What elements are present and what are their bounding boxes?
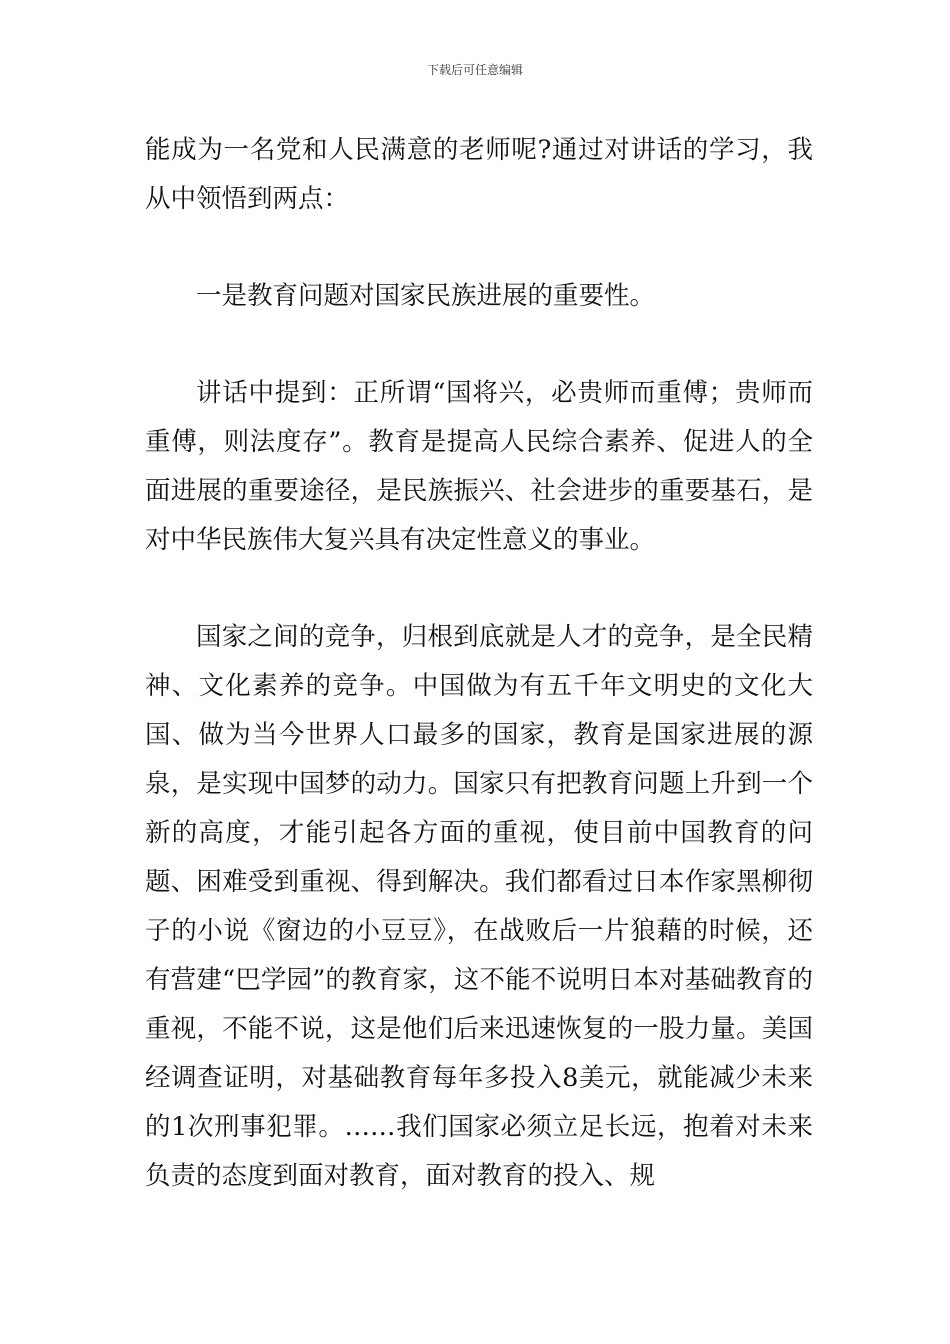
paragraph-speech-quote: 讲话中提到：正所谓“国将兴，必贵师而重傅；贵师而重傅，则法度存”。教育是提高人民综合素养、促进人的全面进展的重要途径，是民族振兴、社会进步的重要基石，是对中华民族伟大复兴具有决定性意义的事业。: [145, 378, 813, 555]
page-header-note: 下载后可任意编辑: [426, 63, 523, 77]
paragraph-gap: [145, 321, 813, 369]
paragraph-continuation: 能成为一名党和人民满意的老师呢?通过对讲话的学习，我从中领悟到两点：: [145, 135, 813, 214]
paragraph-gap: [145, 565, 813, 613]
paragraph-point-one: 一是教育问题对国家民族进展的重要性。: [196, 281, 656, 311]
paragraph-gap: [145, 224, 813, 272]
paragraph-national-competition: 国家之间的竞争，归根到底就是人才的竞争，是全民精神、文化素养的竞争。中国做为有五千年文明史的文化大国、做为当今世界人口最多的国家，教育是国家进展的源泉，是实现中国梦的动力。国家只有把教育问题上升到一个新的高度，才能引起各方面的重视，使目前中国教育的问题、困难受到重视、得到解决。我们都看过日本作家黑柳彻子的小说《窗边的小豆豆》，在战败后一片狼藉的时候，还有营建“巴学园”的教育家，这不能不说明日本对基础教育的重视，不能不说，这是他们后来迅速恢复的一股力量。美国经调查证明，对基础教育每年多投入8美元，就能减少未来的1次刑事犯罪。……我们国家必须立足长远，抱着对未来负责的态度到面对教育，面对教育的投入、规: [145, 622, 813, 1191]
document-body: [145, 126, 813, 1201]
